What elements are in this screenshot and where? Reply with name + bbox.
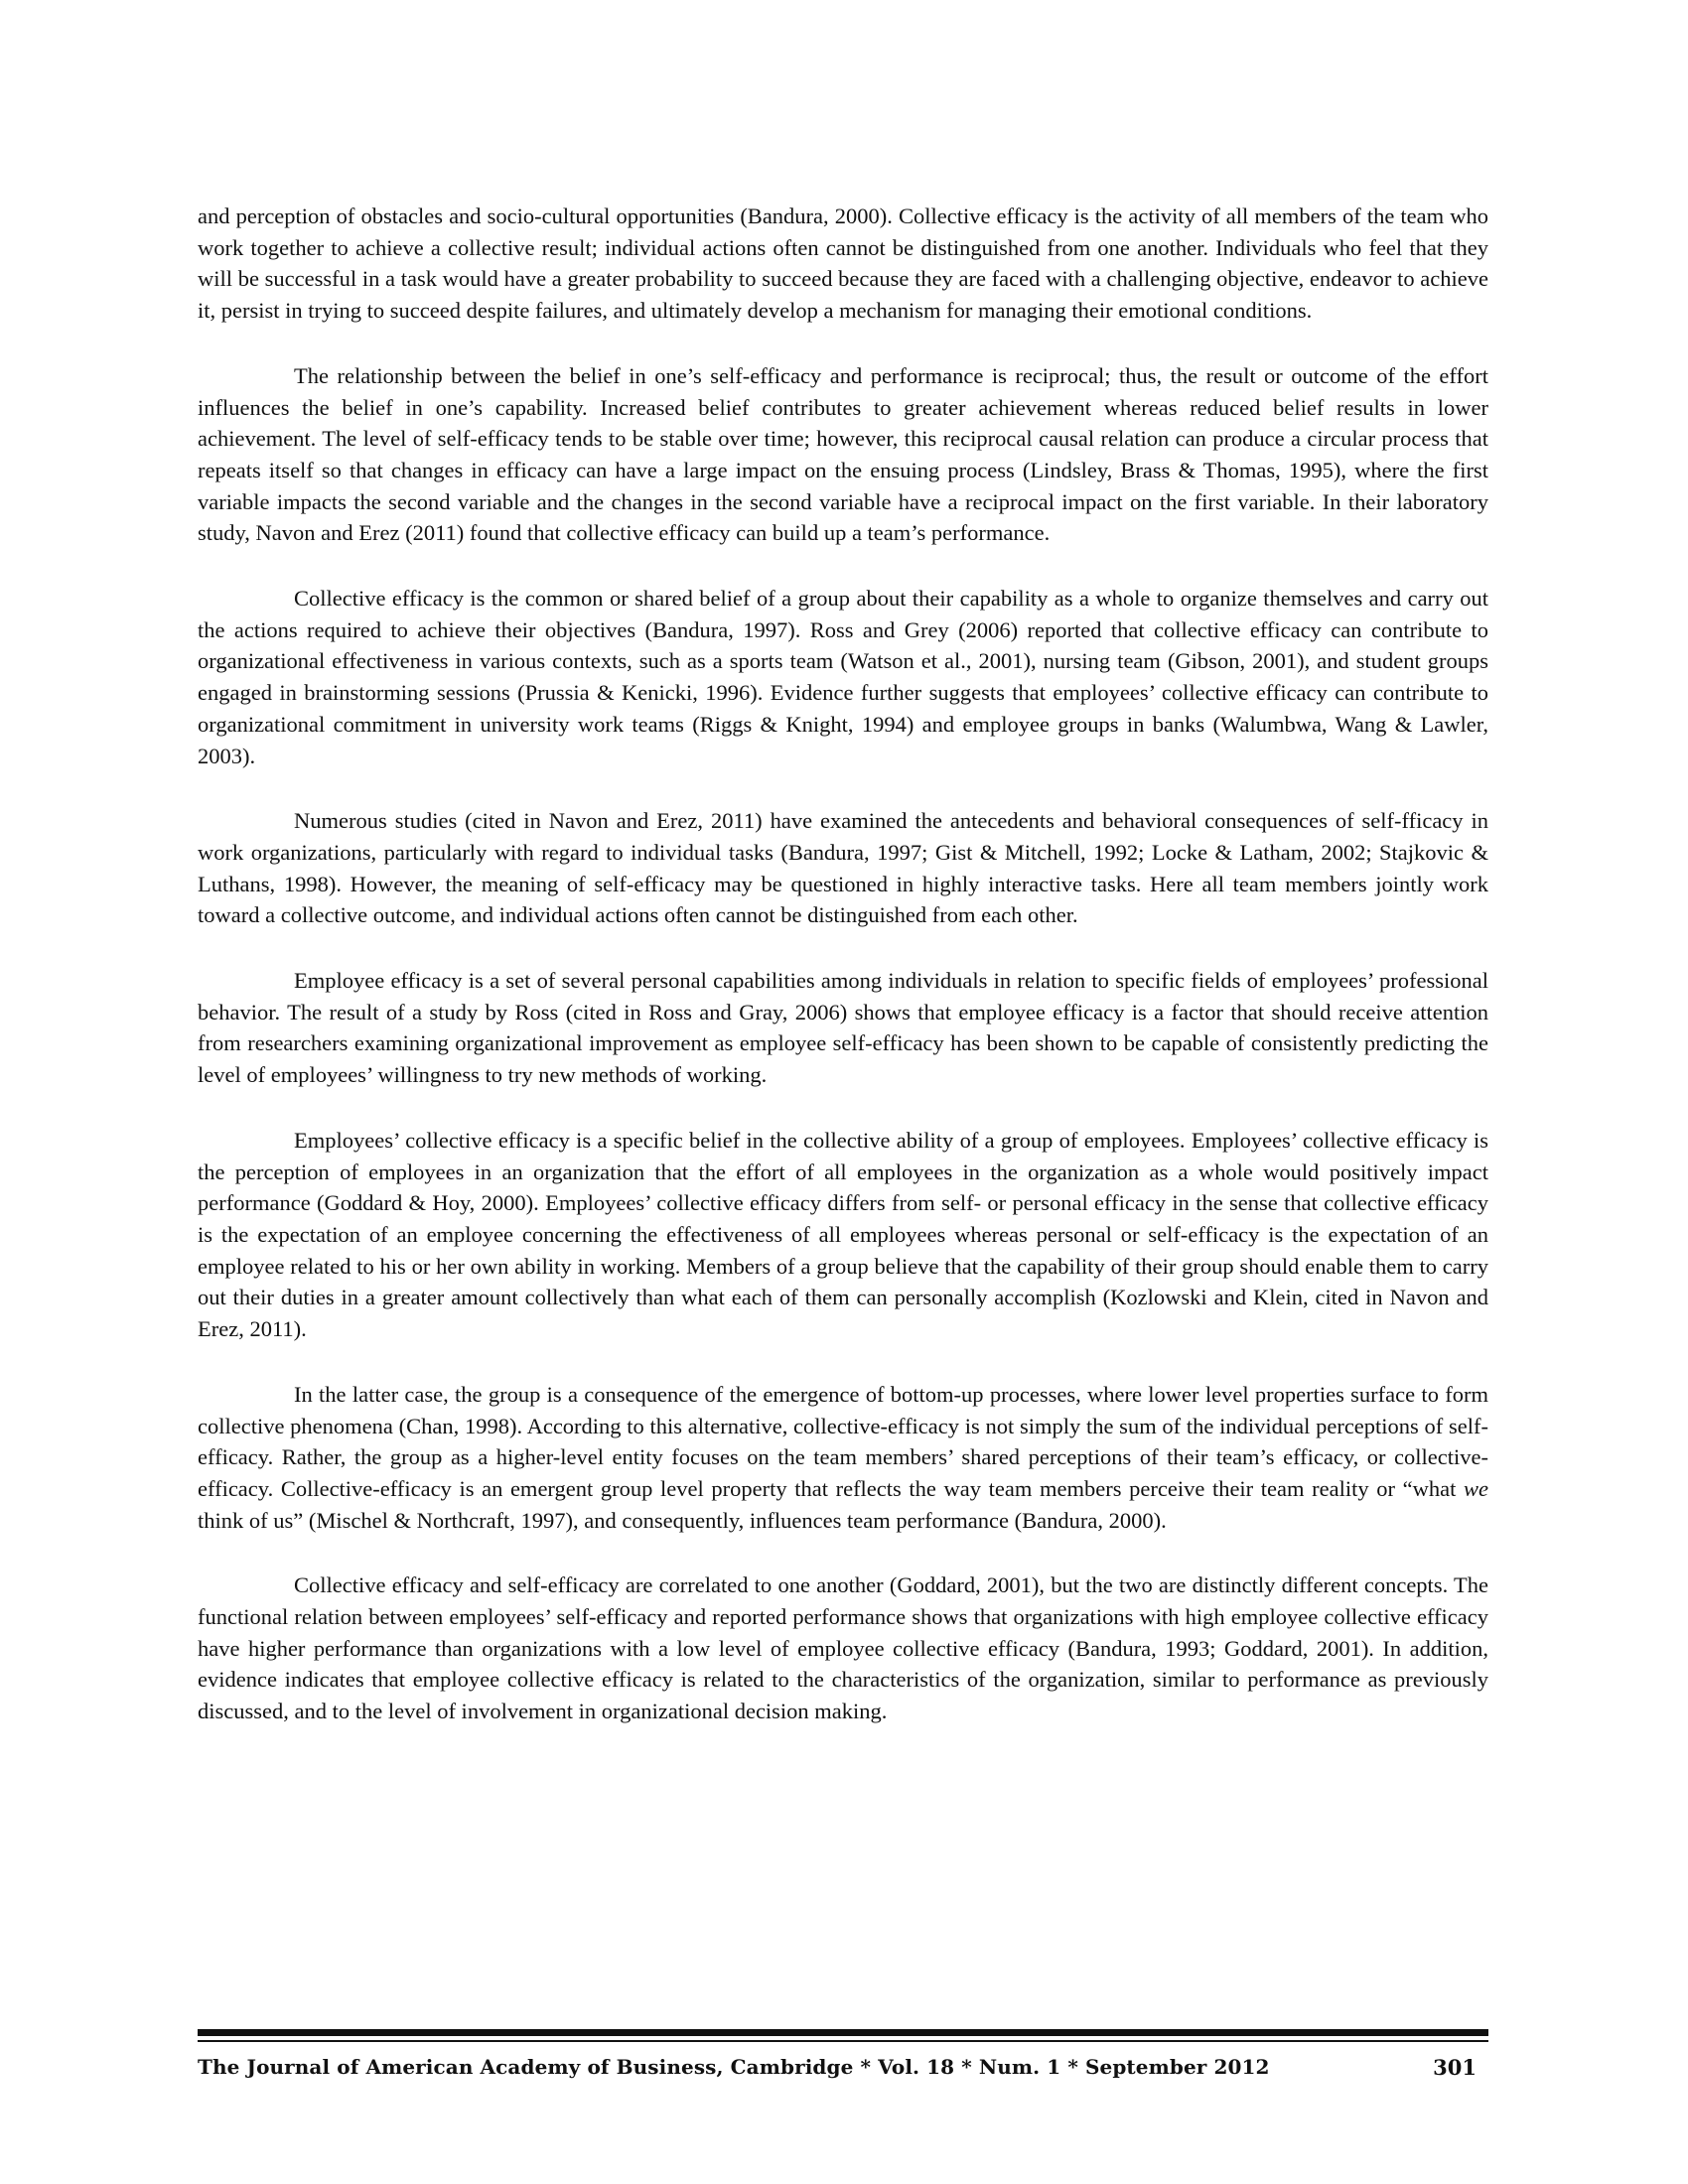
article-body xyxy=(198,201,1488,1761)
paragraph-8: Collective efficacy and self-efficacy are correlated to one another (Goddard, 2001), but the two are distinctly different concepts. The functional relation between employees’ self-efficacy and reported performance shows that organizations with high employee collective efficacy have higher performance than organizations with a low level of employee collective efficacy (Bandura, 1993; Goddard, 2001). In addition, evidence indicates that employee collective efficacy is related to the characteristics of the organization, similar to performance as previously discussed, and to the level of involvement in organizational decision making. xyxy=(198,1572,1488,1724)
paragraph-5: Employee efficacy is a set of several personal capabilities among individuals in relation to specific fields of employees’ professional behavior. The result of a study by Ross (cited in Ross and Gray, 2006) shows that employee efficacy is a factor that should receive attention from researchers examining organizational improvement as employee self-efficacy has been shown to be capable of consistently predicting the level of employees’ willingness to try new methods of working. xyxy=(198,968,1488,1088)
emphasis-we: we xyxy=(1464,1475,1488,1501)
footer-journal-citation: The Journal of American Academy of Business, Cambridge * Vol. 18 * Num. 1 * September 2012 xyxy=(198,2055,1270,2079)
paragraph-6: Employees’ collective efficacy is a specific belief in the collective ability of a group of employees. Employees’ collective efficacy is the perception of employees in an organization that the effort of all employees in the organization as a whole would positively impact performance (Goddard & Hoy, 2000). Employees’ collective efficacy differs from self- or personal efficacy in the sense that collective efficacy is the expectation of an employee concerning the effectiveness of all employees whereas personal or self-efficacy is the expectation of an employee related to his or her own ability in working. Members of a group believe that the capability of their group should enable them to carry out their duties in a greater amount collectively than what each of them can personally accomplish (Kozlowski and Klein, cited in Navon and Erez, 2011). xyxy=(198,1127,1488,1342)
footer-rule-thin xyxy=(198,2040,1488,2042)
paragraph-3: Collective efficacy is the common or shared belief of a group about their capability as a whole to organize themselves and carry out the actions required to achieve their objectives (Bandura, 1997). Ross and Grey (2006) reported that collective efficacy can contribute to organizational effectiveness in various contexts, such as a sports team (Watson et al., 2001), nursing team (Gibson, 2001), and student groups engaged in brainstorming sessions (Prussia & Kenicki, 1996). Evidence further suggests that employees’ collective efficacy can contribute to organizational commitment in university work teams (Riggs & Knight, 1994) and employee groups in banks (Walumbwa, Wang & Lawler, 2003). xyxy=(198,586,1488,768)
footer-rule-thick xyxy=(198,2029,1488,2036)
paragraph-7: In the latter case, the group is a consequence of the emergence of bottom-up processes, where lower level properties surface to form collective phenomena (Chan, 1998). According to this alternative, collective-efficacy is not simply the sum of the individual perceptions of self-efficacy. Rather, the group as a higher-level entity focuses on the team members’ shared perceptions of their team’s efficacy, or collective-efficacy. Collective-efficacy is an emergent group level property that reflects the way team members perceive their team reality or “what we think of us” (Mischel & Northcraft, 1997), and consequently, influences team performance (Bandura, 2000). xyxy=(198,1381,1488,1533)
paragraph-1: and perception of obstacles and socio-cultural opportunities (Bandura, 2000). Collective efficacy is the activity of all members of the team who work together to achieve a collective result; individual actions often cannot be distinguished from one another. Individuals who feel that they will be successful in a task would have a greater probability to succeed because they are faced with a challenging objective, endeavor to achieve it, persist in trying to succeed despite failures, and ultimately develop a mechanism for managing their emotional conditions. xyxy=(198,204,1488,324)
paragraph-2: The relationship between the belief in one’s self-efficacy and performance is reciprocal; thus, the result or outcome of the effort influences the belief in one’s capability. Increased belief contributes to greater achievement whereas reduced belief results in lower achievement. The level of self-efficacy tends to be stable over time; however, this reciprocal causal relation can produce a circular process that repeats itself so that changes in efficacy can have a large impact on the ensuing process (Lindsley, Brass & Thomas, 1995), where the first variable impacts the second variable and the changes in the second variable have a reciprocal impact on the first variable. In their laboratory study, Navon and Erez (2011) found that collective efficacy can build up a team’s performance. xyxy=(198,362,1488,546)
page-number: 301 xyxy=(1433,2055,1477,2080)
paragraph-4: Numerous studies (cited in Navon and Erez, 2011) have examined the antecedents and behavioral consequences of self-fficacy in work organizations, particularly with regard to individual tasks (Bandura, 1997; Gist & Mitchell, 1992; Locke & Latham, 2002; Stajkovic & Luthans, 1998). However, the meaning of self-efficacy may be questioned in highly interactive tasks. Here all team members jointly work toward a collective outcome, and individual actions often cannot be distinguished from each other. xyxy=(198,808,1488,928)
